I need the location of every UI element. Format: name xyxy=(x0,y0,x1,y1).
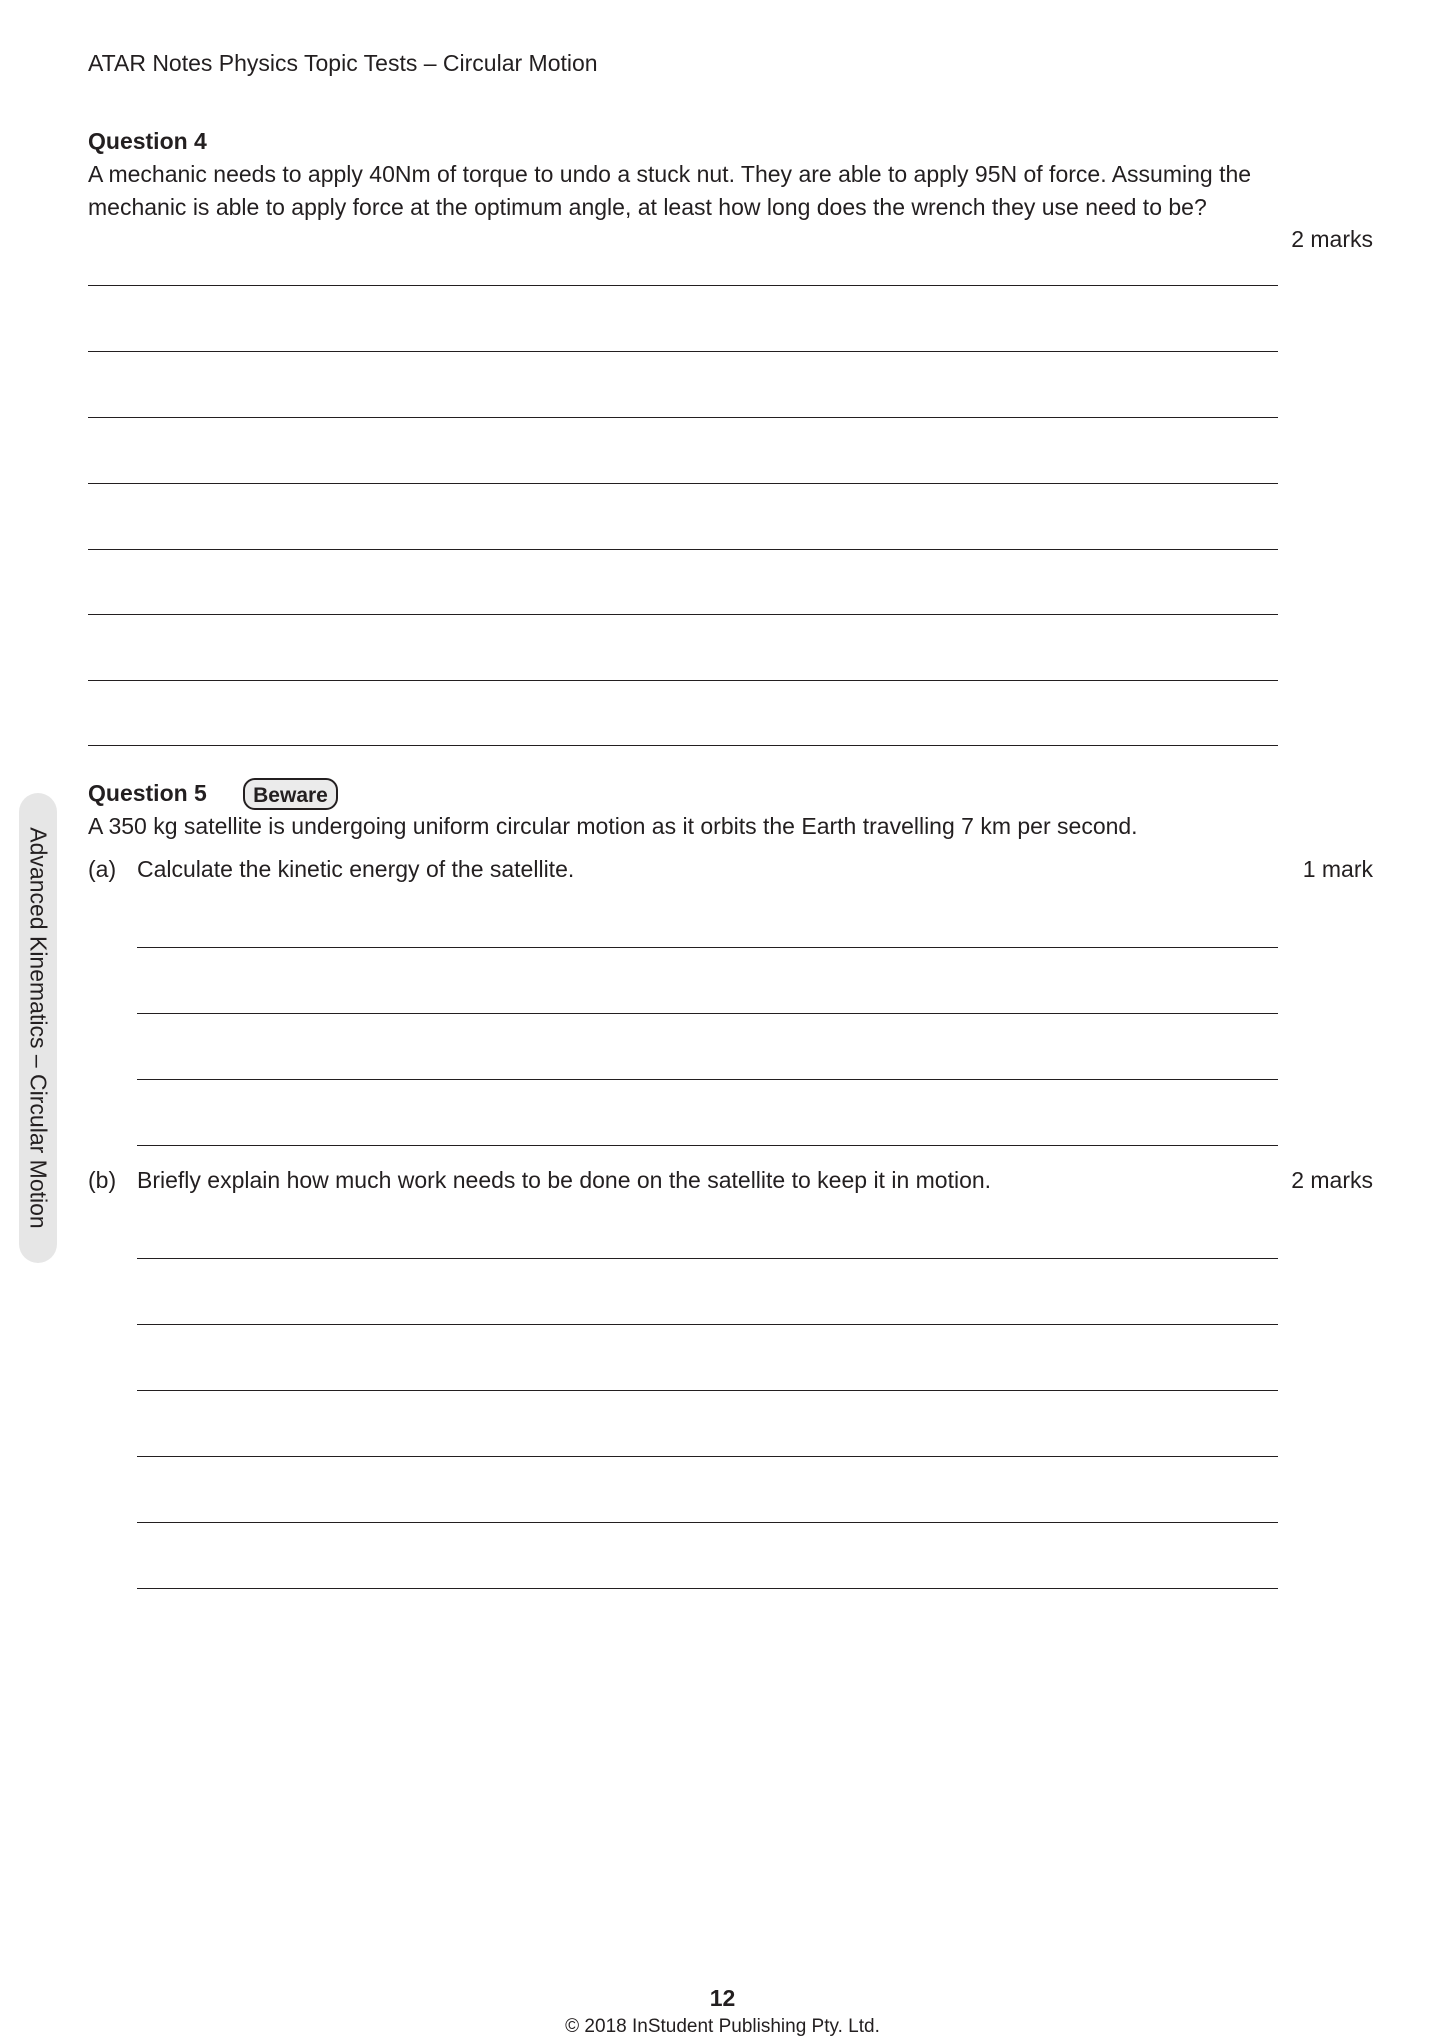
running-header: ATAR Notes Physics Topic Tests – Circular Motion xyxy=(88,50,598,76)
beware-badge: Beware xyxy=(243,778,338,810)
part-a-text: Calculate the kinetic energy of the satellite. xyxy=(137,856,575,882)
question-5-text: A 350 kg satellite is undergoing uniform circular motion as it orbits the Earth travelling 7 km per second. xyxy=(88,813,1138,839)
part-a-label: (a) xyxy=(88,856,117,882)
answer-line[interactable] xyxy=(88,745,1278,746)
answer-line[interactable] xyxy=(137,1145,1278,1146)
copyright-notice: © 2018 InStudent Publishing Pty. Ltd. xyxy=(565,2016,880,2037)
side-section-label: Advanced Kinematics – Circular Motion xyxy=(25,827,52,1229)
answer-line[interactable] xyxy=(137,947,1278,948)
page-number: 12 xyxy=(709,1985,736,2011)
part-a-marks: 1 mark xyxy=(1302,856,1373,882)
question-4-title: Question 4 xyxy=(88,128,207,154)
answer-line[interactable] xyxy=(137,1258,1278,1259)
question-4-text: A mechanic needs to apply 40Nm of torque to undo a stuck nut. They are able to apply 95N of force. Assuming the mechanic is able to apply force at the optimum angle, at least how long does the wrench they use need to be? xyxy=(88,161,1252,220)
answer-line[interactable] xyxy=(88,549,1278,550)
part-b-label: (b) xyxy=(88,1167,117,1193)
answer-line[interactable] xyxy=(88,483,1278,484)
answer-line[interactable] xyxy=(137,1079,1278,1080)
answer-line[interactable] xyxy=(137,1324,1278,1325)
answer-line[interactable] xyxy=(137,1522,1278,1523)
part-b-marks: 2 marks xyxy=(1291,1167,1373,1193)
answer-line[interactable] xyxy=(137,1456,1278,1457)
answer-line[interactable] xyxy=(88,680,1278,681)
answer-line[interactable] xyxy=(137,1588,1278,1589)
answer-line[interactable] xyxy=(137,1013,1278,1014)
answer-line[interactable] xyxy=(137,1390,1278,1391)
question-4-marks: 2 marks xyxy=(1291,226,1373,252)
answer-line[interactable] xyxy=(88,285,1278,286)
question-5-title: Question 5 xyxy=(88,780,207,806)
part-b-text: Briefly explain how much work needs to be done on the satellite to keep it in motion. xyxy=(137,1167,992,1193)
answer-line[interactable] xyxy=(88,614,1278,615)
answer-line[interactable] xyxy=(88,417,1278,418)
answer-line[interactable] xyxy=(88,351,1278,352)
